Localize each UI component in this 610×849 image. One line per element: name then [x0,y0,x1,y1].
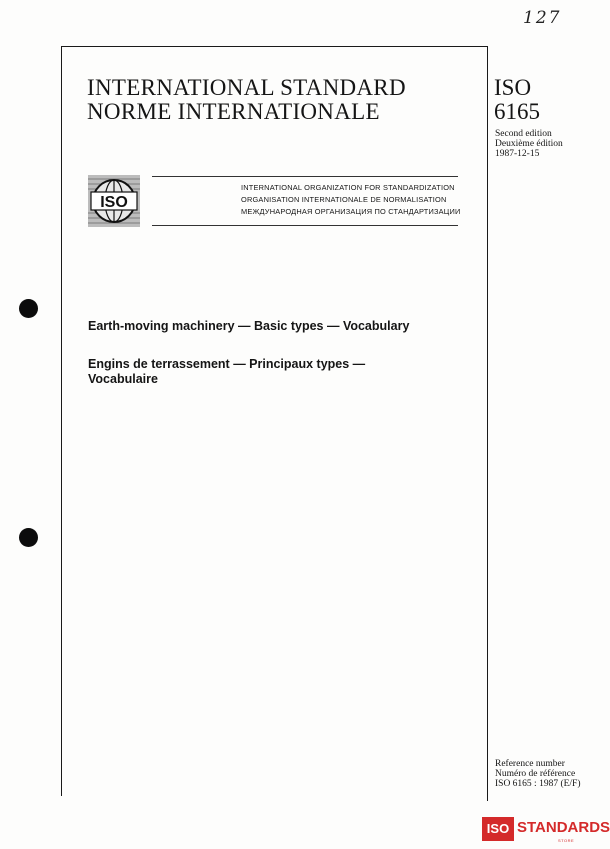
reference-label-french: Numéro de référence [495,769,576,779]
watermark-badge: ISO [482,817,514,841]
watermark-subtext: STORE [558,838,575,843]
publication-date: 1987-12-15 [495,149,540,159]
iso-logo-text: ISO [100,194,128,211]
org-rule-bottom [152,225,458,226]
org-rule-top [152,176,458,177]
reference-number: ISO 6165 : 1987 (E/F) [495,779,581,789]
punch-hole-top [19,299,38,318]
handwritten-number: 127 [523,8,562,28]
edition-french: Deuxième édition [495,139,563,149]
punch-hole-bottom [19,528,38,547]
org-name-english: INTERNATIONAL ORGANIZATION FOR STANDARDIZATION [241,183,455,192]
frame-top-border [61,46,487,47]
iso-standards-watermark [482,817,610,845]
standard-number: 6165 [494,99,540,124]
reference-label-english: Reference number [495,759,565,769]
title-english: INTERNATIONAL STANDARD [87,75,406,100]
document-title-french-line2: Vocabulaire [88,372,158,386]
iso-label: ISO [494,75,532,100]
frame-right-border [487,46,488,801]
iso-globe-icon [88,175,140,227]
document-title-english: Earth-moving machinery — Basic types — Vocabulary [88,319,410,333]
edition-english: Second edition [495,129,552,139]
document-title-french-line1: Engins de terrassement — Principaux types — [88,357,366,371]
frame-left-border [61,46,62,796]
title-french: NORME INTERNATIONALE [87,99,380,124]
watermark-text: STANDARDS [517,819,610,836]
org-name-russian: МЕЖДУНАРОДНАЯ ОРГАНИЗАЦИЯ ПО СТАНДАРТИЗАЦИИ [241,207,461,216]
org-name-french: ORGANISATION INTERNATIONALE DE NORMALISATION [241,195,447,204]
iso-logo [88,175,140,227]
